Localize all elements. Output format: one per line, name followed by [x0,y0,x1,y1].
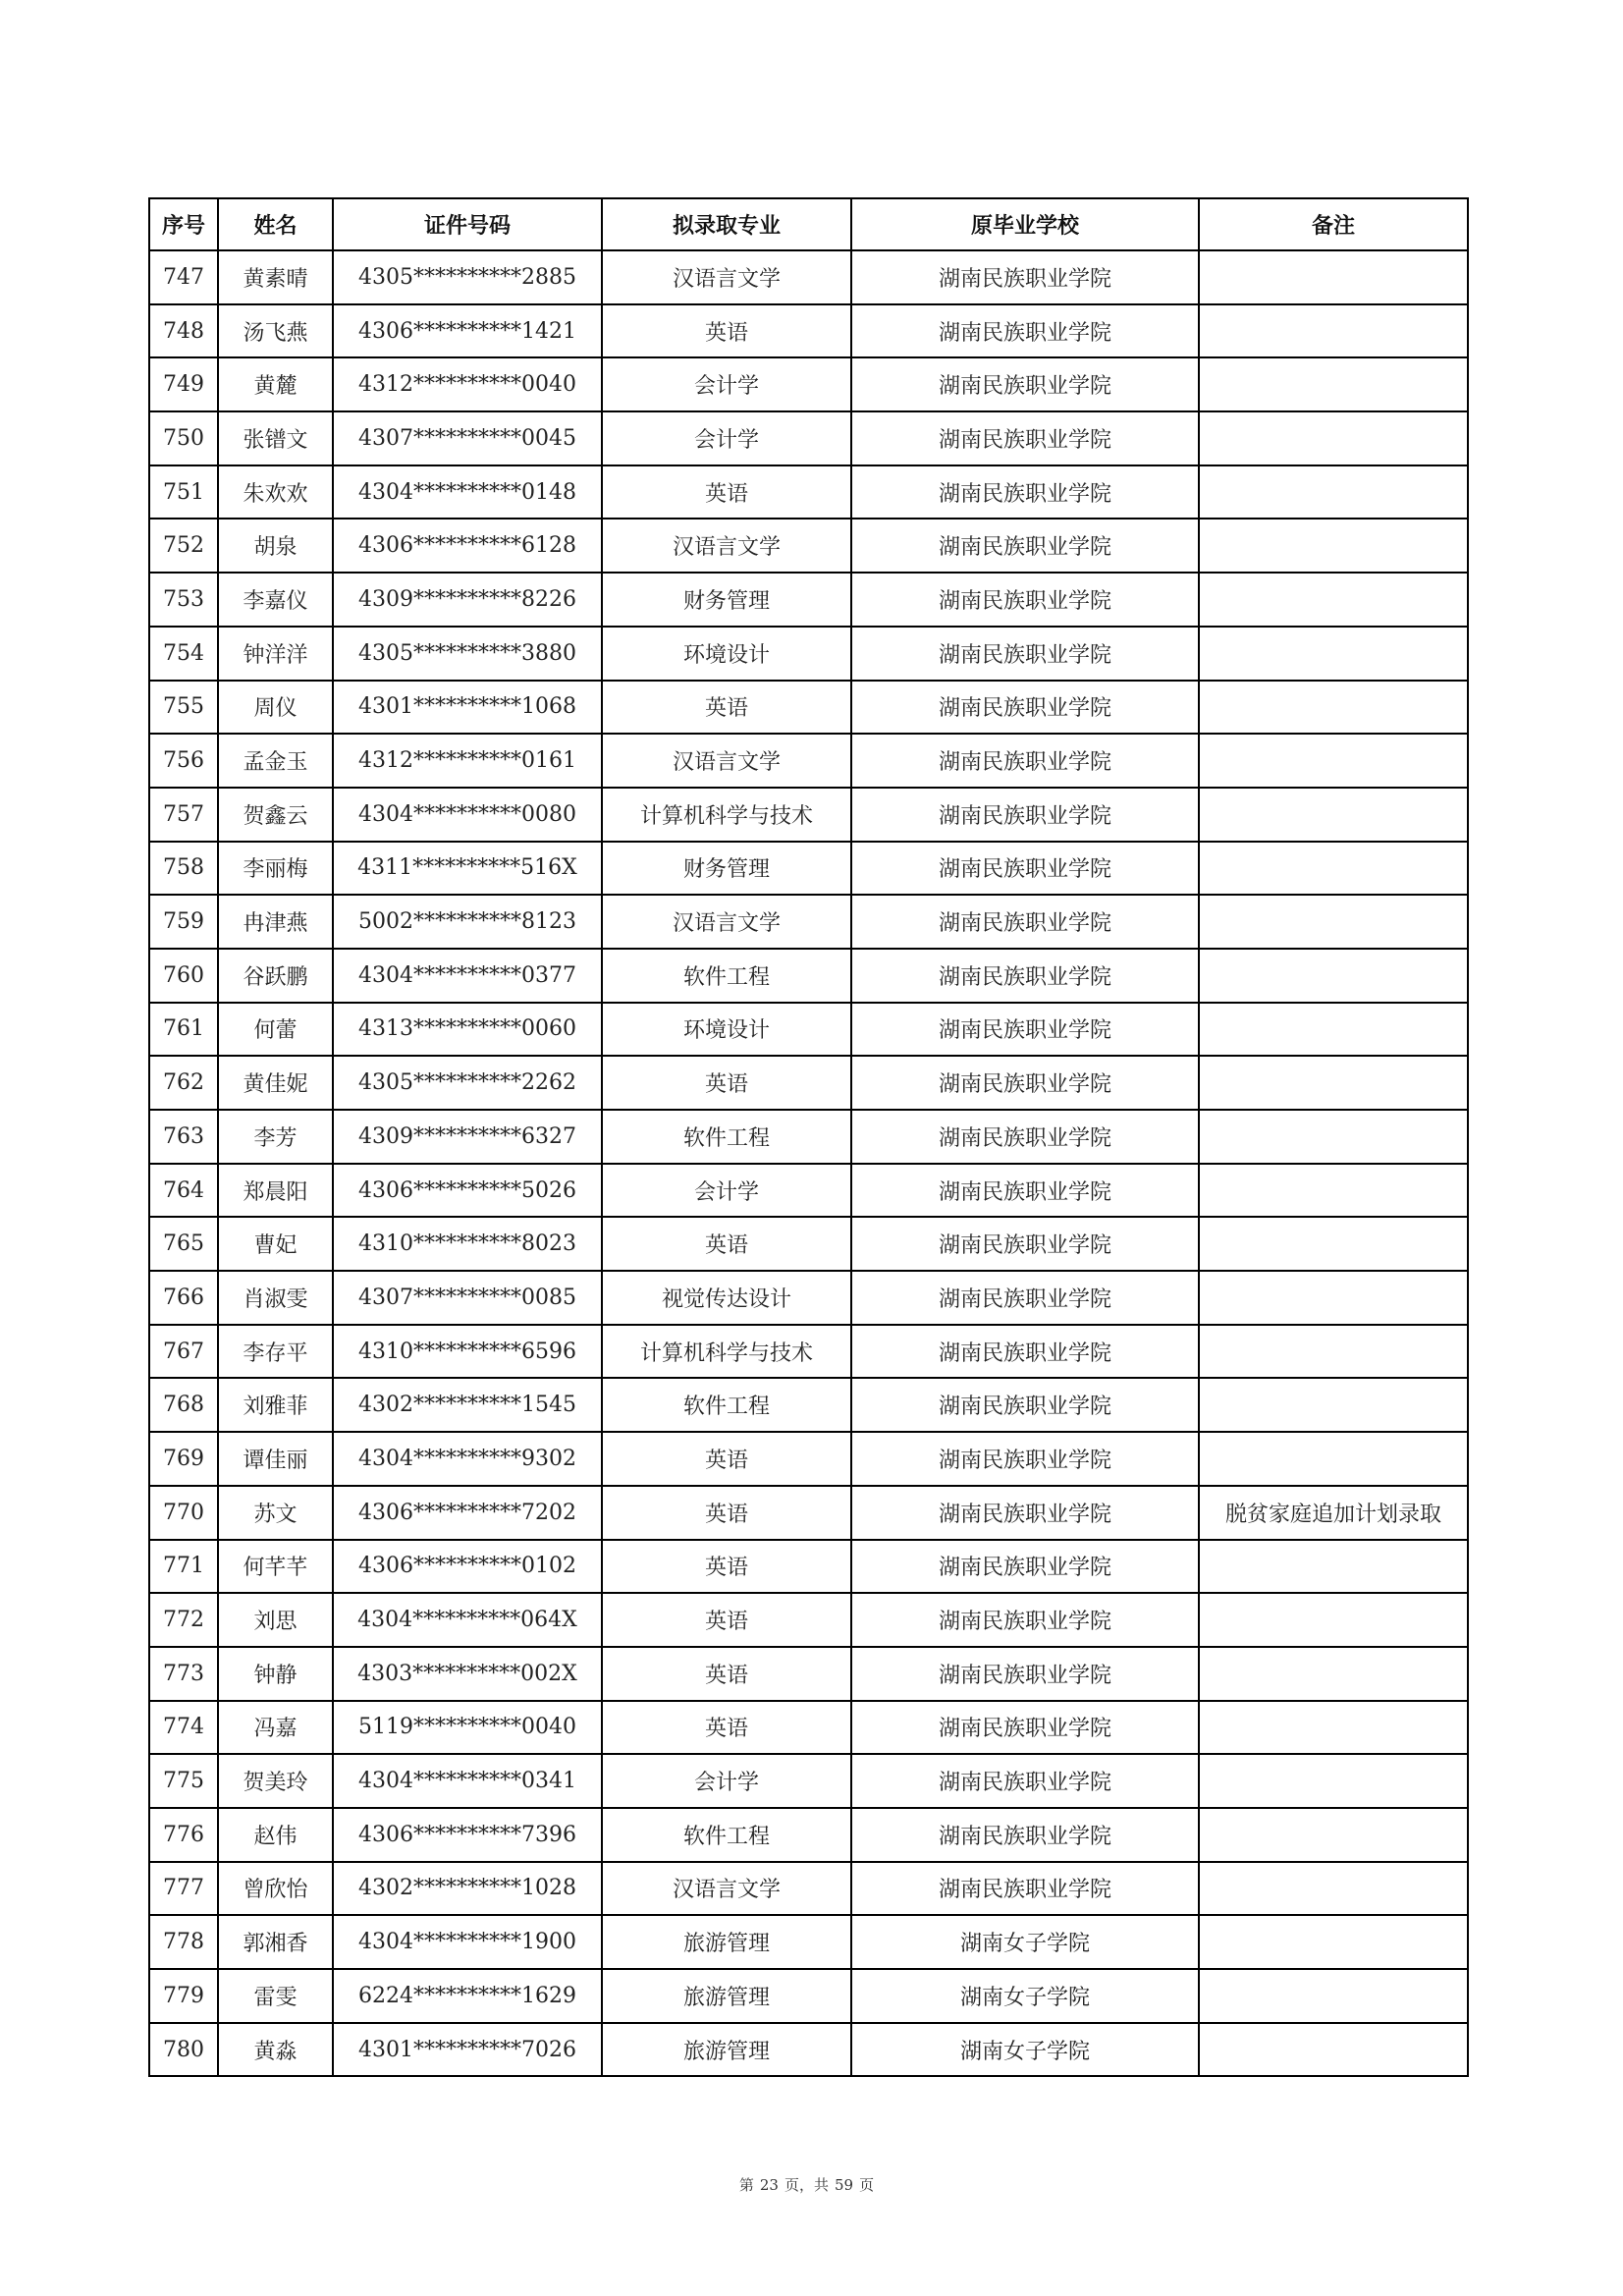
cell-school: 湖南民族职业学院 [851,1540,1199,1594]
table-row [149,734,1468,788]
cell-name: 黄素晴 [218,250,333,304]
cell-note [1199,1915,1468,1969]
cell-seq: 774 [149,1701,218,1755]
cell-id-number: 4312**********0161 [333,734,602,788]
admission-table [148,197,1469,2077]
cell-school: 湖南民族职业学院 [851,1862,1199,1916]
footer-prefix: 第 [738,2176,754,2194]
cell-name: 刘雅菲 [218,1378,333,1432]
cell-name: 李存平 [218,1325,333,1379]
cell-note [1199,1808,1468,1862]
cell-school: 湖南民族职业学院 [851,1217,1199,1271]
cell-school: 湖南民族职业学院 [851,519,1199,573]
cell-note [1199,1593,1468,1647]
header-id-number: 证件号码 [333,198,602,250]
cell-id-number: 4310**********8023 [333,1217,602,1271]
cell-school: 湖南民族职业学院 [851,1754,1199,1808]
cell-seq: 762 [149,1056,218,1110]
table-row [149,411,1468,465]
page-footer [0,2174,1623,2195]
cell-name: 曹妃 [218,1217,333,1271]
cell-note [1199,734,1468,788]
cell-name: 贺鑫云 [218,788,333,842]
cell-major: 计算机科学与技术 [602,1325,851,1379]
table-row [149,842,1468,896]
cell-note [1199,1701,1468,1755]
cell-major: 环境设计 [602,627,851,681]
cell-seq: 770 [149,1486,218,1540]
table-row [149,519,1468,573]
cell-major: 汉语言文学 [602,519,851,573]
cell-seq: 756 [149,734,218,788]
cell-major: 旅游管理 [602,2023,851,2077]
cell-major: 汉语言文学 [602,895,851,949]
cell-id-number: 4307**********0045 [333,411,602,465]
cell-major: 软件工程 [602,1808,851,1862]
cell-seq: 757 [149,788,218,842]
cell-note: 脱贫家庭追加计划录取 [1199,1486,1468,1540]
cell-id-number: 4302**********1545 [333,1378,602,1432]
cell-school: 湖南民族职业学院 [851,681,1199,735]
cell-id-number: 4313**********0060 [333,1003,602,1057]
cell-id-number: 4310**********6596 [333,1325,602,1379]
cell-seq: 760 [149,949,218,1003]
cell-id-number: 4304**********0148 [333,465,602,519]
cell-id-number: 4306**********1421 [333,304,602,358]
table-row [149,1378,1468,1432]
cell-note [1199,842,1468,896]
cell-seq: 764 [149,1164,218,1218]
cell-major: 会计学 [602,411,851,465]
cell-major: 英语 [602,1217,851,1271]
cell-school: 湖南民族职业学院 [851,1325,1199,1379]
cell-seq: 750 [149,411,218,465]
cell-id-number: 4304**********0377 [333,949,602,1003]
cell-school: 湖南民族职业学院 [851,842,1199,896]
cell-major: 汉语言文学 [602,734,851,788]
table-row [149,627,1468,681]
cell-school: 湖南女子学院 [851,1915,1199,1969]
cell-name: 苏文 [218,1486,333,1540]
cell-major: 英语 [602,1701,851,1755]
cell-id-number: 4304**********1900 [333,1915,602,1969]
cell-major: 环境设计 [602,1003,851,1057]
cell-name: 孟金玉 [218,734,333,788]
table-row [149,1808,1468,1862]
cell-id-number: 5119**********0040 [333,1701,602,1755]
cell-note [1199,1754,1468,1808]
cell-name: 黄麓 [218,357,333,411]
table-row [149,1110,1468,1164]
cell-name: 曾欣怡 [218,1862,333,1916]
cell-name: 周仪 [218,681,333,735]
header-note: 备注 [1199,198,1468,250]
cell-seq: 767 [149,1325,218,1379]
cell-seq: 777 [149,1862,218,1916]
cell-note [1199,1325,1468,1379]
cell-seq: 747 [149,250,218,304]
cell-school: 湖南民族职业学院 [851,1432,1199,1486]
footer-current-page: 23 [759,2176,779,2194]
cell-id-number: 4301**********1068 [333,681,602,735]
cell-seq: 748 [149,304,218,358]
cell-id-number: 4304**********064X [333,1593,602,1647]
cell-seq: 766 [149,1271,218,1325]
table-row [149,1056,1468,1110]
table-row [149,465,1468,519]
footer-middle: 页，共 [784,2176,829,2194]
table-row [149,573,1468,627]
cell-id-number: 4312**********0040 [333,357,602,411]
cell-name: 钟洋洋 [218,627,333,681]
cell-id-number: 4309**********6327 [333,1110,602,1164]
cell-name: 郭湘香 [218,1915,333,1969]
cell-major: 英语 [602,1593,851,1647]
header-seq: 序号 [149,198,218,250]
cell-school: 湖南民族职业学院 [851,895,1199,949]
table-row [149,1647,1468,1701]
cell-note [1199,1164,1468,1218]
cell-name: 谷跃鹏 [218,949,333,1003]
cell-note [1199,1110,1468,1164]
cell-school: 湖南民族职业学院 [851,627,1199,681]
cell-name: 肖淑雯 [218,1271,333,1325]
cell-note [1199,1647,1468,1701]
cell-major: 旅游管理 [602,1969,851,2023]
table-row [149,895,1468,949]
cell-school: 湖南女子学院 [851,1969,1199,2023]
cell-school: 湖南民族职业学院 [851,1056,1199,1110]
cell-name: 黄佳妮 [218,1056,333,1110]
cell-seq: 772 [149,1593,218,1647]
table-row [149,1701,1468,1755]
cell-name: 郑晨阳 [218,1164,333,1218]
header-school: 原毕业学校 [851,198,1199,250]
footer-total-pages: 59 [835,2176,854,2194]
cell-seq: 763 [149,1110,218,1164]
cell-id-number: 4301**********7026 [333,2023,602,2077]
cell-name: 谭佳丽 [218,1432,333,1486]
cell-note [1199,357,1468,411]
cell-name: 李丽梅 [218,842,333,896]
cell-major: 软件工程 [602,1378,851,1432]
cell-major: 旅游管理 [602,1915,851,1969]
table-row [149,681,1468,735]
cell-major: 计算机科学与技术 [602,788,851,842]
cell-school: 湖南民族职业学院 [851,734,1199,788]
cell-id-number: 4311**********516X [333,842,602,896]
cell-seq: 758 [149,842,218,896]
footer-suffix: 页 [859,2176,875,2194]
cell-seq: 753 [149,573,218,627]
cell-school: 湖南民族职业学院 [851,1003,1199,1057]
table-row [149,1969,1468,2023]
cell-name: 汤飞燕 [218,304,333,358]
cell-note [1199,465,1468,519]
cell-id-number: 4305**********2885 [333,250,602,304]
table-row [149,1862,1468,1916]
cell-major: 英语 [602,1486,851,1540]
cell-seq: 768 [149,1378,218,1432]
cell-note [1199,1862,1468,1916]
cell-seq: 780 [149,2023,218,2077]
table-row [149,1271,1468,1325]
cell-name: 黄淼 [218,2023,333,2077]
table-row [149,304,1468,358]
table-row [149,1486,1468,1540]
cell-major: 会计学 [602,1754,851,1808]
table-header-row [149,198,1468,250]
cell-note [1199,1056,1468,1110]
cell-major: 会计学 [602,357,851,411]
cell-note [1199,573,1468,627]
cell-id-number: 4303**********002X [333,1647,602,1701]
cell-school: 湖南民族职业学院 [851,1164,1199,1218]
cell-major: 英语 [602,465,851,519]
cell-school: 湖南民族职业学院 [851,788,1199,842]
cell-seq: 754 [149,627,218,681]
cell-note [1199,250,1468,304]
cell-major: 英语 [602,1056,851,1110]
cell-school: 湖南民族职业学院 [851,411,1199,465]
table-row [149,1432,1468,1486]
cell-major: 英语 [602,1432,851,1486]
cell-id-number: 4304**********0341 [333,1754,602,1808]
table-row [149,2023,1468,2077]
cell-seq: 776 [149,1808,218,1862]
cell-note [1199,1969,1468,2023]
cell-major: 英语 [602,304,851,358]
cell-seq: 749 [149,357,218,411]
cell-id-number: 4306**********0102 [333,1540,602,1594]
cell-id-number: 4306**********5026 [333,1164,602,1218]
header-name: 姓名 [218,198,333,250]
cell-note [1199,2023,1468,2077]
cell-note [1199,1540,1468,1594]
cell-major: 英语 [602,681,851,735]
cell-seq: 778 [149,1915,218,1969]
cell-school: 湖南民族职业学院 [851,250,1199,304]
cell-id-number: 4306**********6128 [333,519,602,573]
cell-school: 湖南民族职业学院 [851,304,1199,358]
cell-name: 李嘉仪 [218,573,333,627]
cell-school: 湖南民族职业学院 [851,1110,1199,1164]
cell-seq: 775 [149,1754,218,1808]
cell-name: 胡泉 [218,519,333,573]
cell-school: 湖南民族职业学院 [851,1486,1199,1540]
table-row [149,1915,1468,1969]
cell-major: 财务管理 [602,842,851,896]
cell-school: 湖南民族职业学院 [851,1593,1199,1647]
cell-school: 湖南民族职业学院 [851,1808,1199,1862]
cell-id-number: 4302**********1028 [333,1862,602,1916]
cell-seq: 759 [149,895,218,949]
table-row [149,1325,1468,1379]
cell-note [1199,304,1468,358]
cell-note [1199,788,1468,842]
cell-school: 湖南民族职业学院 [851,1701,1199,1755]
table-row [149,1540,1468,1594]
cell-seq: 765 [149,1217,218,1271]
table-row [149,1754,1468,1808]
cell-school: 湖南民族职业学院 [851,357,1199,411]
cell-name: 赵伟 [218,1808,333,1862]
cell-seq: 761 [149,1003,218,1057]
cell-id-number: 4307**********0085 [333,1271,602,1325]
cell-major: 财务管理 [602,573,851,627]
cell-major: 软件工程 [602,949,851,1003]
cell-name: 张镨文 [218,411,333,465]
cell-id-number: 4306**********7396 [333,1808,602,1862]
cell-name: 李芳 [218,1110,333,1164]
cell-name: 钟静 [218,1647,333,1701]
cell-id-number: 4304**********0080 [333,788,602,842]
cell-seq: 755 [149,681,218,735]
cell-school: 湖南民族职业学院 [851,573,1199,627]
table-row [149,250,1468,304]
cell-major: 英语 [602,1647,851,1701]
cell-school: 湖南民族职业学院 [851,1271,1199,1325]
cell-major: 视觉传达设计 [602,1271,851,1325]
cell-major: 会计学 [602,1164,851,1218]
cell-note [1199,411,1468,465]
table-row [149,1003,1468,1057]
cell-major: 汉语言文学 [602,250,851,304]
cell-note [1199,895,1468,949]
cell-school: 湖南民族职业学院 [851,465,1199,519]
cell-seq: 751 [149,465,218,519]
cell-major: 英语 [602,1540,851,1594]
table-row [149,1217,1468,1271]
cell-id-number: 4306**********7202 [333,1486,602,1540]
cell-note [1199,519,1468,573]
cell-seq: 773 [149,1647,218,1701]
cell-name: 冉津燕 [218,895,333,949]
cell-school: 湖南民族职业学院 [851,1647,1199,1701]
cell-note [1199,1271,1468,1325]
cell-school: 湖南女子学院 [851,2023,1199,2077]
table-body [149,250,1468,2076]
cell-note [1199,681,1468,735]
cell-seq: 771 [149,1540,218,1594]
cell-note [1199,1217,1468,1271]
cell-major: 软件工程 [602,1110,851,1164]
cell-name: 何蕾 [218,1003,333,1057]
cell-id-number: 5002**********8123 [333,895,602,949]
table-row [149,788,1468,842]
cell-note [1199,1432,1468,1486]
cell-seq: 769 [149,1432,218,1486]
table-row [149,1593,1468,1647]
cell-note [1199,1003,1468,1057]
cell-name: 冯嘉 [218,1701,333,1755]
cell-note [1199,949,1468,1003]
cell-note [1199,627,1468,681]
cell-name: 雷雯 [218,1969,333,2023]
cell-seq: 779 [149,1969,218,2023]
cell-id-number: 4305**********2262 [333,1056,602,1110]
cell-name: 何芊芊 [218,1540,333,1594]
cell-note [1199,1378,1468,1432]
cell-name: 刘思 [218,1593,333,1647]
cell-name: 朱欢欢 [218,465,333,519]
cell-name: 贺美玲 [218,1754,333,1808]
cell-id-number: 6224**********1629 [333,1969,602,2023]
cell-school: 湖南民族职业学院 [851,1378,1199,1432]
table-row [149,1164,1468,1218]
table-row [149,949,1468,1003]
cell-id-number: 4304**********9302 [333,1432,602,1486]
cell-school: 湖南民族职业学院 [851,949,1199,1003]
cell-major: 汉语言文学 [602,1862,851,1916]
cell-id-number: 4309**********8226 [333,573,602,627]
cell-seq: 752 [149,519,218,573]
cell-id-number: 4305**********3880 [333,627,602,681]
table-row [149,357,1468,411]
header-major: 拟录取专业 [602,198,851,250]
